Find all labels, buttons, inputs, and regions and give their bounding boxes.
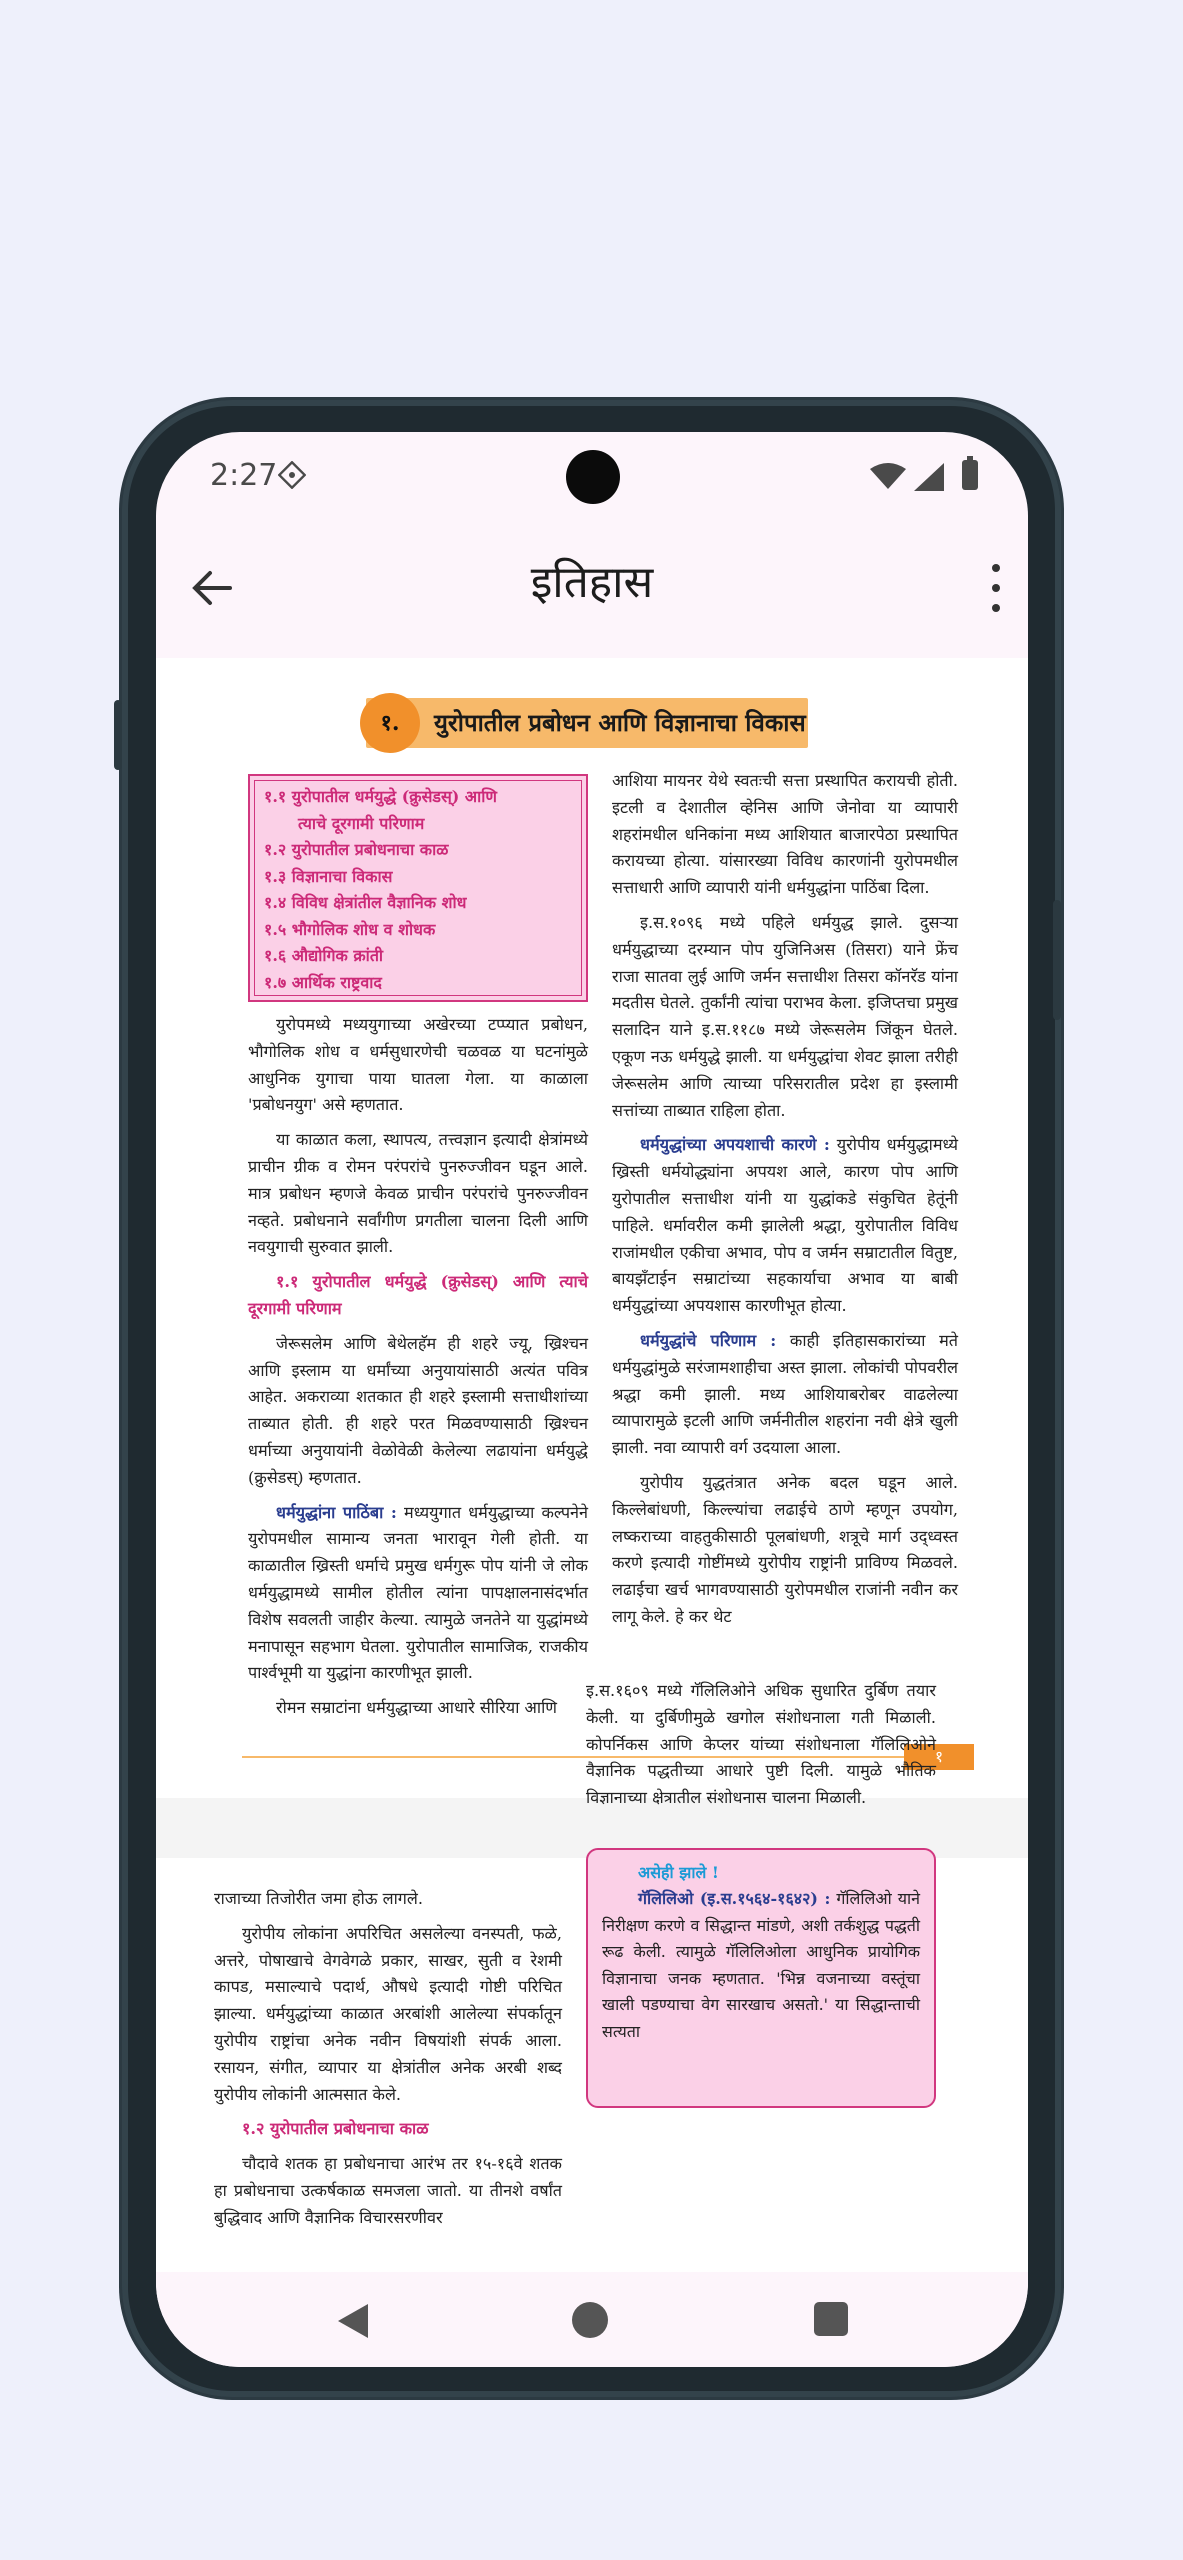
paragraph: या काळात कला, स्थापत्य, तत्त्वज्ञान इत्यादी क्षेत्रांमध्ये प्राचीन ग्रीक व रोमन परंपरांचे पुनरुज्जीवन घडून आले. मात्र प्रबोधन म्हणजे केवळ प्राचीन परंपरांचे पुनरुज्जीवन नव्हते. प्रबोधनाने सर्वांगीण प्रगतीला चालना दिली आणि नवयुगाची सुरुवात झाली. (248, 1130, 588, 1257)
toc-item: त्याचे दूरगामी परिणाम (298, 813, 425, 833)
camera-cutout (566, 450, 620, 504)
paragraph: आशिया मायनर येथे स्वतःची सत्ता प्रस्थापित करायची होती. इटली व देशातील व्हेनिस आणि जेनोवा या व्यापारी शहरांमधील धनिकांना मध्य आशियात बाजारपेठा प्रस्थापित करायच्या होत्या. यांसारख्या विविध कारणांनी युरोपमधील सत्ताधारी आणि व्यापारी यांनी धर्मयुद्धांना पाठिंबा दिला. (612, 771, 958, 898)
toc-item: १.१ युरोपातील धर्मयुद्धे (क्रुसेडस्) आणि (264, 787, 497, 806)
page-number: १ (904, 1744, 974, 1770)
paragraph: रोमन सम्राटांना धर्मयुद्धाच्या आधारे सीरिया आणि (276, 1698, 557, 1718)
toc-item: १.२ युरोपातील प्रबोधनाचा काळ (264, 840, 449, 859)
screen (156, 432, 1028, 2367)
page2-right-text (586, 1678, 936, 1820)
signal-icon (914, 463, 944, 491)
paragraph: इ.स.१०९६ मध्ये पहिले धर्मयुद्ध झाले. दुसऱ्या धर्मयुद्धाच्या दरम्यान पोप युजिनिअस (तिसरा) याने फ्रेंच राजा सातवा लुई आणि जर्मन सत्ताधीश तिसरा कॉनरॅड यांना मदतीस घेतले. तुर्कांनी त्यांचा पराभव केला. इजिप्तचा प्रमुख सलादिन याने इ.स.११८७ मध्ये जेरूसलेम जिंकून घेतले. एकूण नऊ धर्मयुद्धे झाली. या धर्मयुद्धांचा शेवट झाला तरीही जेरूसलेम आणि त्याच्या परिसरातील प्रदेश हा इस्लामी सत्तांच्या ताब्यात राहिला होता. (612, 912, 958, 1120)
toc-item: १.७ आर्थिक राष्ट्रवाद (264, 972, 382, 992)
chapter-contents-box (248, 774, 588, 1002)
paragraph (612, 1328, 958, 1462)
box-title: असेही झाले ! (638, 1863, 719, 1882)
paragraph-label: धर्मयुद्धांच्या अपयशाची कारणे : (640, 1135, 830, 1155)
paragraph-text: मध्ययुगात धर्मयुद्धाच्या कल्पनेने युरोपमधील सामान्य जनता भारावून गेली होती. या काळातील ख्रिस्ती धर्माचे प्रमुख धर्मगुरू पोप यांनी जे लोक धर्मयुद्धामध्ये सामील होतील त्यांना पापक्षालनासंदर्भात विशेष सवलती जाहीर केल्या. त्यामुळे जनतेने या युद्धांमध्ये मनापासून सहभाग घेतला. युरोपातील सामाजिक, राजकीय पार्श्वभूमी या युद्धांना कारणीभूत झाली. (248, 1502, 588, 1683)
paragraph (612, 1132, 958, 1320)
chapter-number: १. (360, 693, 420, 753)
toc-item: १.५ भौगोलिक शोध व शोधक (264, 919, 436, 939)
navigation-bar (156, 2272, 1028, 2367)
paragraph: युरोपमध्ये मध्ययुगाच्या अखेरच्या टप्प्यात प्रबोधन, भौगोलिक शोध व धर्मसुधारणेची चळवळ या घटनांमुळे आधुनिक युगाचा पाया घातला गेला. या काळाला 'प्रबोधनयुग' असे म्हणतात. (248, 1015, 588, 1115)
paragraph: युरोपीय लोकांना अपरिचित असलेल्या वनस्पती, फळे, अत्तरे, पोषाखाचे वेगवेगळे प्रकार, साखर, सुती व रेशमी कापड, मसाल्याचे पदार्थ, औषधे इत्यादी गोष्टी परिचित झाल्या. धर्मयुद्धांच्या काळात अरबांशी आलेल्या संपर्कातून युरोपीय राष्ट्रांचा अनेक नवीन विषयांशी संपर्क आला. रसायन, संगीत, व्यापार या क्षेत्रांतील अनेक अरबी शब्द युरोपीय लोकांनी आत्मसात केले. (214, 1923, 562, 2104)
nav-home-icon[interactable] (572, 2302, 608, 2338)
page-1 (156, 658, 1028, 1798)
did-you-know-box (586, 1848, 936, 2108)
paragraph-label: धर्मयुद्धांना पाठिंबा : (276, 1502, 397, 1522)
app-title: इतिहास (530, 557, 654, 608)
power-button (1053, 900, 1061, 1020)
section-heading: १.१ युरोपातील धर्मयुद्धे (क्रुसेडस्) आणि त्याचे दूरगामी परिणाम (248, 1272, 588, 1318)
battery-icon (962, 460, 978, 490)
left-column (248, 1012, 588, 1730)
paragraph: युरोपीय युद्धतंत्रात अनेक बदल घडून आले. किल्लेबांधणी, किल्ल्यांचा लढाईचे ठाणे म्हणून उपयोग, लष्कराच्या वाहतुकीसाठी पूलबांधणी, शत्रूचे मार्ग उद्ध्वस्त करणे इत्यादी गोष्टींमध्ये युरोपीय राष्ट्रांनी प्राविण्य मिळवले. लढाईचा खर्च भागवण्यासाठी युरोपमधील राजांनी नवीन कर लागू केले. हे कर थेट (612, 1472, 958, 1626)
paragraph: राजाच्या तिजोरीत जमा होऊ लागले. (214, 1889, 424, 1908)
paragraph-text: काही इतिहासकारांच्या मते धर्मयुद्धांमुळे सरंजामशाहीचा अस्त झाला. लोकांची पोपवरील श्रद्धा कमी झाली. मध्य आशियाबरोबर वाढलेल्या व्यापारामुळे इटली आणि जर्मनीतील शहरांना नवी क्षेत्रे खुली झाली. नवा व्यापारी वर्ग उदयाला आला. (612, 1330, 958, 1458)
paragraph-label: धर्मयुद्धांचे परिणाम : (640, 1330, 777, 1350)
paragraph-text: युरोपीय धर्मयुद्धामध्ये ख्रिस्ती धर्मयोद्ध्यांना अपयश आले, कारण पोप आणि युरोपातील सत्ताधीश यांनी या युद्धांकडे संकुचित हेतूंनी पाहिले. धर्मावरील कमी झालेली श्रद्धा, युरोपातील विविध राजांमधील एकीचा अभाव, पोप व जर्मन सम्राटातील वितुष्ट, बायझँटाईन सम्राटांच्या सहकार्याचा अभाव या बाबी धर्मयुद्धांच्या अपयशास कारणीभूत होत्या. (612, 1135, 958, 1316)
right-column (612, 768, 958, 1639)
status-bar (156, 432, 1028, 522)
app-bar (156, 522, 1028, 658)
paragraph (248, 1500, 588, 1688)
paragraph: इ.स.१६०९ मध्ये गॅलिलिओने अधिक सुधारित दुर्बिण तयार केली. या दुर्बिणीमुळे खगोल संशोधनाला गती मिळाली. कोपर्निकस आणि केप्लर यांच्या संशोधनाला गॅलिलिओने वैज्ञानिक पद्धतीच्या आधारे पुष्टी दिली. यामुळे भौतिक विज्ञानाच्या क्षेत्रातील संशोधनास चालना मिळाली. (586, 1681, 936, 1808)
paragraph: चौदावे शतक हा प्रबोधनाचा आरंभ तर १५-१६वे शतक हा प्रबोधनाचा उत्कर्षकाळ समजला जातो. या तीनशे वर्षांत बुद्धिवाद आणि वैज्ञानिक विचारसरणीवर (214, 2154, 562, 2227)
chapter-banner (366, 698, 808, 748)
status-time: 2:27 (210, 458, 278, 493)
box-text: गॅलिलिओ याने निरीक्षण करणे व सिद्धान्त मांडणे, अशी तर्कशुद्ध पद्धती रूढ केली. त्यामुळे गॅलिलिओला आधुनिक प्रायोगिक विज्ञानाचा जनक म्हणतात. 'भिन्न वजनाच्या वस्तूंचा खाली पडण्याचा वेग सारखाच असतो.' या सिद्धान्ताची सत्यता (602, 1889, 920, 2041)
phone-frame (122, 400, 1061, 2397)
section-heading: १.२ युरोपातील प्रबोधनाचा काळ (242, 2119, 429, 2139)
notification-icon (278, 461, 306, 489)
wifi-icon (870, 463, 906, 489)
toc-item: १.४ विविध क्षेत्रांतील वैज्ञानिक शोध (264, 893, 467, 912)
nav-recents-icon[interactable] (814, 2302, 848, 2336)
page2-right-column (586, 1658, 936, 1666)
nav-back-icon[interactable] (334, 2302, 370, 2340)
box-paragraph (602, 1886, 920, 2045)
volume-button (114, 700, 122, 770)
toc-item: १.३ विज्ञानाचा विकास (264, 866, 393, 886)
chapter-title: युरोपातील प्रबोधन आणि विज्ञानाचा विकास (434, 708, 806, 737)
more-options-icon[interactable] (980, 558, 1010, 618)
paragraph: जेरूसलेम आणि बेथेलहॅम ही शहरे ज्यू, ख्रिश्चन आणि इस्लाम या धर्मांच्या अनुयायांसाठी अत्यंत पवित्र आहेत. अकराव्या शतकात ही शहरे इस्लामी सत्ताधीशांच्या ताब्यात होती. ही शहरे परत मिळवण्यासाठी ख्रिश्चन धर्माच्या अनुयायांनी वेळोवेळी केलेल्या लढायांना धर्मयुद्धे (क्रुसेडस्) म्हणतात. (248, 1333, 588, 1487)
box-label: गॅलिलिओ (इ.स.१५६४-१६४२) : (638, 1889, 831, 1908)
toc-item: १.६ औद्योगिक क्रांती (264, 946, 384, 965)
book-page-viewer[interactable] (156, 658, 1028, 2272)
page2-left-column (214, 1886, 562, 2240)
